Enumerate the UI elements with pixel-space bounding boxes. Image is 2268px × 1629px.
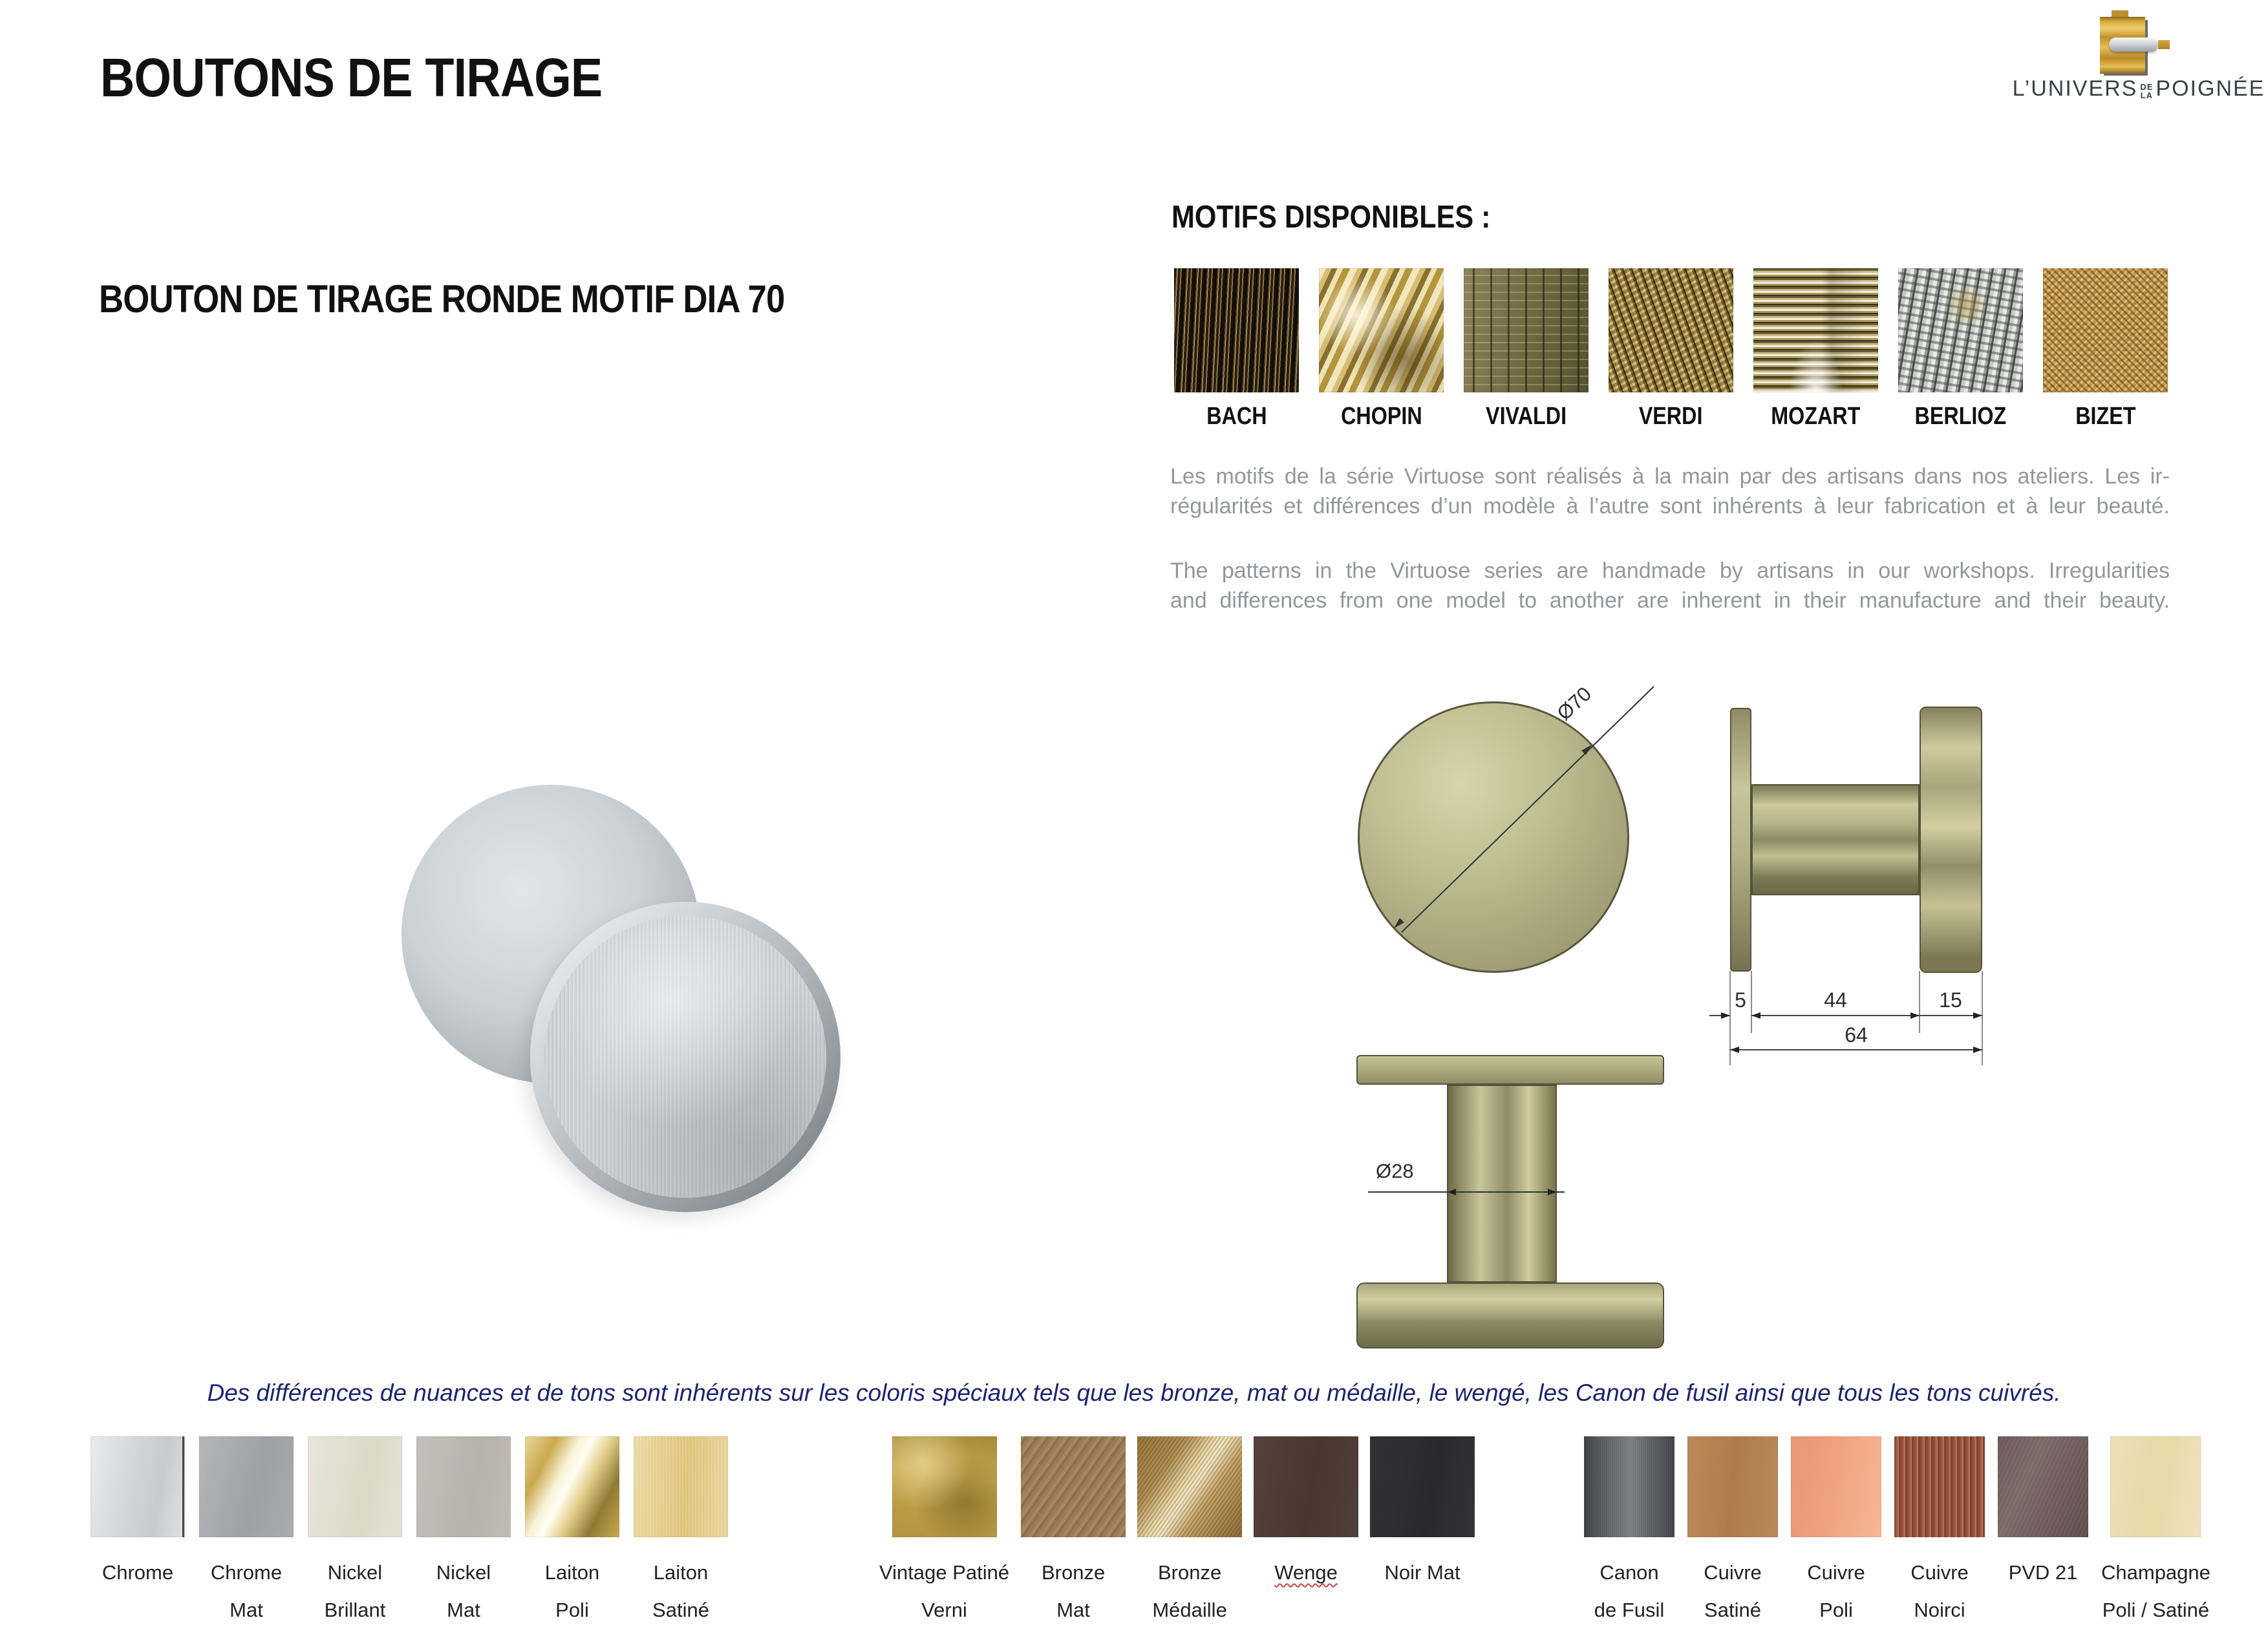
finish-label-line2: Poli [555,1599,589,1621]
description-en-line2: and differences from one model to another are inherent in their manufacture and their beauty. [1170,588,2170,613]
description-english [1170,556,2170,615]
finish-chip-cuivre-noirci [1894,1436,1985,1537]
drawing-front-annotations [1345,672,1681,976]
finish-label-line2: Brillant [324,1599,386,1621]
finish-label-line1: PVD 21 [2008,1561,2078,1584]
motif-label: BERLIOZ [1914,403,2007,430]
finish-label-line2: Satiné [1704,1599,1761,1621]
finish-label-line2: Médaille [1152,1599,1227,1621]
motif-mozart [1753,268,1878,431]
motif-texture-bizet [2043,268,2168,392]
finish-chrome-mat [199,1436,294,1629]
finish-chip-wenge [1254,1436,1358,1537]
motif-label: BIZET [2075,403,2136,430]
product-title [99,277,878,321]
finish-chip-pvd21 [1998,1436,2088,1537]
motifs-heading [1171,199,1534,235]
drawing-front-view [1345,672,1681,976]
finish-label [1042,1554,1105,1629]
finish-label-line2: de Fusil [1594,1599,1665,1621]
finish-cuivre-noirci [1894,1436,1985,1629]
motif-label: VIVALDI [1485,403,1567,430]
brand-right: POIGNÉE [2156,76,2265,101]
finish-pvd21 [1998,1436,2088,1629]
finish-laiton-satine [634,1436,728,1629]
finish-label-line1: Vintage Patiné [879,1561,1010,1584]
finish-label-line2: Mat [447,1599,480,1621]
finish-cuivre-poli [1791,1436,1881,1629]
product-title-text: BOUTON DE TIRAGE RONDE MOTIF DIA 70 [99,277,785,321]
side-view-knob [1920,707,1982,973]
finish-label [211,1554,282,1629]
motif-texture-bach [1174,268,1299,392]
motif-texture-verdi [1609,268,1733,392]
finish-chip-laiton-satine [634,1436,728,1537]
finish-label [1385,1554,1460,1592]
finish-bronze-mat [1021,1436,1126,1629]
finish-canon-de-fusil [1584,1436,1674,1629]
motif-vivaldi [1464,268,1589,431]
motif-berlioz [1898,268,2023,431]
motif-chopin [1319,268,1444,431]
brand-left: L’UNIVERS [2012,76,2138,101]
brand-logo [2009,76,2268,101]
finish-label-line2: Mat [230,1599,263,1621]
finish-label-line2: Mat [1056,1599,1090,1621]
motif-label: MOZART [1771,403,1861,430]
motif-swatch-row [1174,268,2168,431]
page-title [100,47,670,109]
finish-noir-mat [1370,1436,1475,1629]
brand-small-bottom: LA [2140,90,2154,100]
side-view-dimensions [1707,971,2004,1074]
finish-label [652,1554,709,1629]
finish-label-line1: Bronze [1041,1561,1106,1584]
finish-bronze-medaille [1137,1436,1242,1629]
finish-chip-bronze-medaille [1137,1436,1242,1537]
finish-label-line1: Chrome [210,1561,283,1584]
finish-chip-bronze-mat [1021,1436,1126,1537]
finish-label-line2: Noirci [1914,1599,1965,1621]
side-view-shaft [1751,784,1920,895]
knob-front-disc [530,902,840,1212]
finish-label [1910,1554,1969,1629]
dim-flange-label: 5 [1735,988,1746,1012]
finish-label-line1: Noir Mat [1384,1561,1460,1584]
finish-label-line1: Cuivre [1807,1561,1865,1584]
dim-knob-label: 15 [1939,988,1962,1012]
finish-chip-noir-mat [1370,1436,1475,1537]
finish-vintage-patine [879,1436,1009,1629]
finish-label [2101,1554,2210,1629]
finish-label [102,1554,173,1592]
finish-label [1807,1554,1865,1629]
bottom-view-annotations [1356,1055,1664,1351]
finish-note-text: Des différences de nuances et de tons sont inhérents sur les coloris spéciaux tels que les bronze, mat ou médaille, le wengé, les Canon de fusil ainsi que tous les tons cuivrés. [207,1379,2061,1406]
motif-bach [1174,268,1299,431]
finish-cuivre-satine [1687,1436,1778,1629]
drawing-bottom-view [1356,1055,1664,1351]
dim-total-label: 64 [1845,1023,1868,1047]
logo-handle-pin [2158,40,2170,49]
finish-label [1594,1554,1665,1629]
finish-label-line1: Wenge [1274,1561,1338,1584]
finish-nickel-brillant [308,1436,402,1629]
finish-label-line2: Verni [921,1599,967,1621]
finish-label [545,1554,599,1629]
finish-label-line1: Laiton [653,1561,709,1584]
finish-chip-cuivre-poli [1791,1436,1881,1537]
description-en-line1: The patterns in the Virtuose series are handmade by artisans in our workshops. Irregularities [1170,559,2170,583]
finish-wenge [1254,1436,1358,1629]
motif-label: BACH [1206,403,1267,430]
finish-chip-laiton-poli [525,1436,619,1537]
description-fr-line2: régularités et différences d’un modèle à l’autre sont inhérents à leur fabrication et à leur beauté. [1170,494,2170,518]
motif-label: VERDI [1639,403,1703,430]
description-fr-line1: Les motifs de la série Virtuose sont réalisés à la main par des artisans dans nos ateliers. Les ir- [1170,464,2170,489]
finish-chip-chrome [91,1436,185,1537]
brand-small-top: DE [2140,81,2154,92]
motif-texture-chopin [1319,268,1444,392]
drawing-side-view [1730,707,1982,973]
knob-front-face [544,916,826,1198]
finish-group-copper [1584,1436,2210,1629]
finish-label-line1: Cuivre [1910,1561,1969,1584]
description-french [1170,462,2170,521]
finish-label-line1: Cuivre [1704,1561,1762,1584]
finish-label-line2: Poli / Satiné [2102,1599,2210,1621]
motif-verdi [1609,268,1733,431]
motif-texture-mozart [1753,268,1878,392]
finish-chip-champagne [2110,1436,2201,1537]
finish-label [1274,1554,1338,1592]
motif-label: CHOPIN [1340,403,1422,430]
motif-texture-vivaldi [1464,268,1589,392]
page-title-text: BOUTONS DE TIRAGE [100,47,603,108]
finish-label [325,1554,386,1629]
finish-group-standard [91,1436,728,1629]
finish-nickel-mat [416,1436,511,1629]
finish-label-line1: Chrome [102,1561,174,1584]
shaft-diameter-label: Ø28 [1376,1160,1414,1182]
finish-chrome [91,1436,185,1629]
finish-label [879,1554,1009,1629]
finish-label [436,1554,491,1629]
finish-chip-cuivre-satine [1687,1436,1778,1537]
finish-champagne [2101,1436,2210,1629]
finish-group-bronze [879,1436,1475,1629]
finish-laiton-poli [525,1436,619,1629]
finish-label-line1: Nickel [327,1561,383,1584]
front-diameter-label: Ø70 [1552,682,1596,725]
dim-shaft-label: 44 [1824,988,1847,1012]
finish-note [0,1379,2268,1407]
finish-label-line1: Champagne [2101,1561,2210,1584]
side-view-flange [1730,708,1751,972]
finish-label-line1: Bronze [1157,1561,1222,1584]
finish-label-line2: Satiné [652,1599,709,1621]
finish-chip-nickel-brillant [308,1436,402,1537]
finish-label-line1: Nickel [436,1561,491,1584]
logo-handle-icon [2109,37,2158,52]
finish-label [1704,1554,1762,1629]
finish-label-line2: Poli [1819,1599,1853,1621]
finish-label-line1: Laiton [544,1561,600,1584]
finish-chip-vintage-patine [892,1436,997,1537]
finish-label [2009,1554,2078,1592]
motif-bizet [2043,268,2168,431]
finish-chip-chrome-mat [199,1436,294,1537]
finish-chip-canon-de-fusil [1584,1436,1674,1537]
finish-label-line1: Canon [1599,1561,1659,1584]
finish-chip-nickel-mat [416,1436,511,1537]
motifs-heading-text: MOTIFS DISPONIBLES : [1171,200,1491,235]
finish-label [1152,1554,1226,1629]
brand-small-stack [2140,83,2153,100]
motif-texture-berlioz [1898,268,2023,392]
product-photo [388,769,853,1280]
